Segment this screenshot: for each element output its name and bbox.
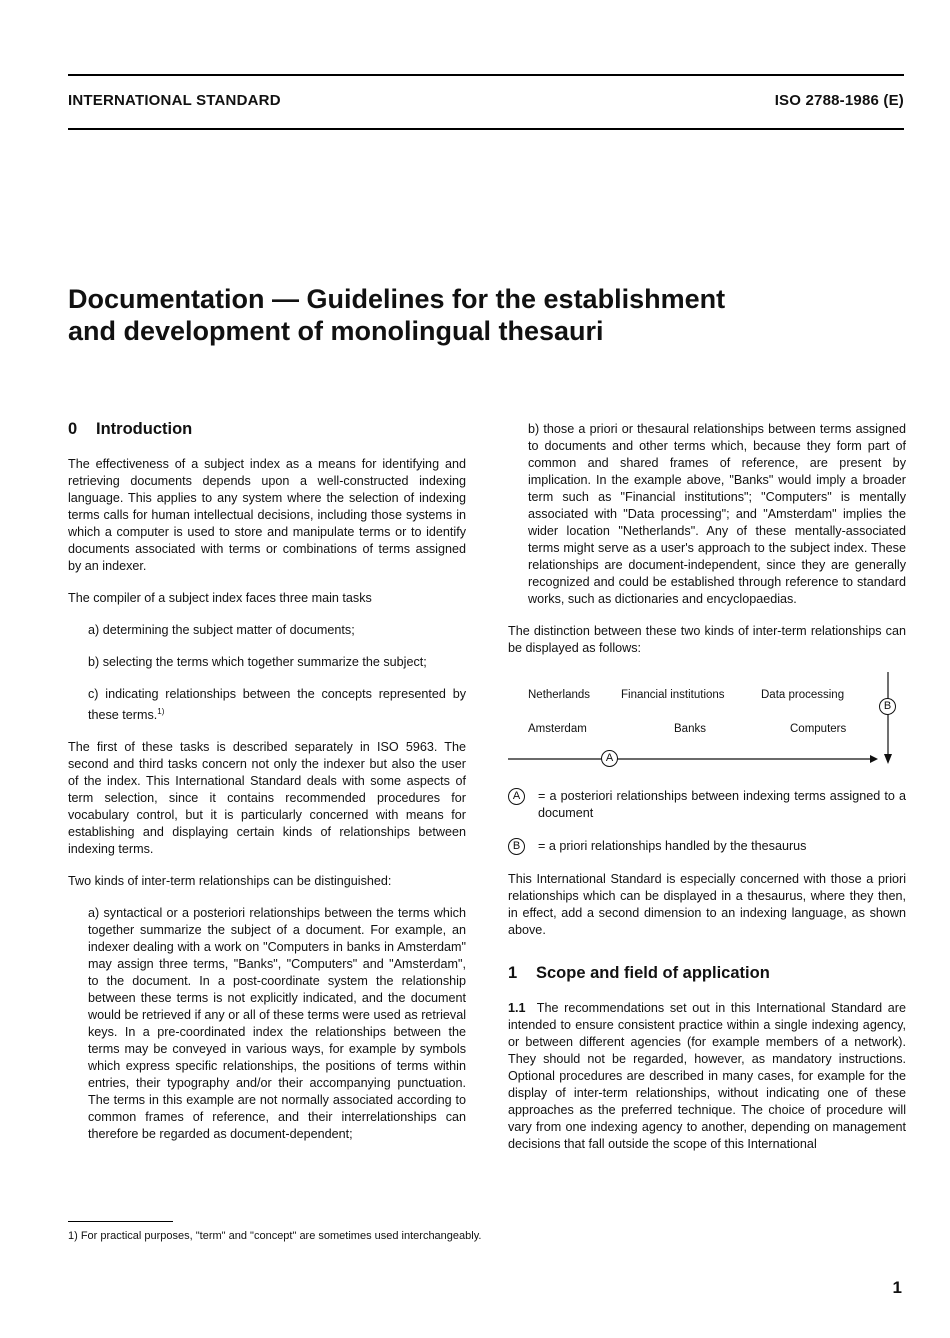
legend-a [508,788,906,822]
scope-heading [508,965,906,982]
title-line-1: Documentation — Guidelines for the establishment [68,284,726,314]
term-netherlands: Netherlands [528,689,591,701]
section-number: 0 [68,420,78,438]
introduction-heading [68,421,466,438]
footnote-rule [68,1221,173,1222]
task-a: a) determining the subject matter of documents; [88,623,355,637]
document-title [68,283,908,347]
header-standard-type: INTERNATIONAL STANDARD [68,92,281,109]
scope-section-title: Scope and field of application [536,964,770,982]
relationship-a: a) syntactical or a posteriori relationships between the terms which together summarize the subject of a document. For example, an indexer dealing with a work on "Computers in banks in Amsterdam" may assign three terms, "Banks", "Computers" and "Amsterdam", to the document. In a post-coordinate system the relationship between these terms is not explicitly indicated, and the document would be retrieved if any or all of these terms were used as retrieval keys. In a pre-coordinated index the relationships between the terms may be conveyed in various ways, for example by symbols which express specific relationships, the positions of terms within entries, their typography and/or their accompanying punctuation. The terms in this example are not normally associated according to common frames of reference, and their interrelationships can therefore be regarded as document-dependent; [88,906,466,1142]
page-number: 1 [892,1278,902,1297]
intro-paragraph-3: The first of these tasks is described separately in ISO 5963. The second and third tasks concern not only the indexer but also the user of the index. This International Standard deals with some aspects of term selection, since it contains recommended procedures for vocabulary control, but it is particularly concerned with means for establishing and displaying certain kinds of relationships between indexing terms. [68,740,466,857]
term-banks: Banks [674,723,706,735]
vertical-arrowhead [884,754,892,764]
legend-b-symbol: B [508,838,525,855]
task-c [68,686,466,724]
task-b: b) selecting the terms which together summarize the subject; [88,655,427,669]
scope-section-number: 1 [508,964,518,982]
clause-1-1-text: The recommendations set out in this International Standard are intended to ensure consistent practice within a single indexing agency, or between different agencies (for example members of a network). They should not be regarded, however, as mandatory instructions. Optional procedures are described in many cases, for example for the display of inter-term relationships, without indicating one of these approaches as the preferred technique. The choice of procedure will vary from one indexing agency to another, depending on management decisions that fall outside the scope of this International [508,1001,906,1151]
distinction-paragraph: The distinction between these two kinds of inter-term relationships can be displayed as follows: [508,624,906,655]
relationship-b: b) those a priori or thesaural relationships between terms assigned to documents and other terms which, because they form part of common and shared frames of reference, are present by implication. In the example above, "Banks" would imply a broader term such as "Financial institutions"; "Computers" is mentally associated with "Data processing"; and "Amsterdam" implies the wider location "Netherlands". Any of these mentally-associated terms might serve as a user's approach to the subject index. These relationships are document-independent, since they are generally recognized and could be established through reference to standard works, such as dictionaries and encyclopaedias. [528,422,906,606]
clause-number: 1.1 [508,1001,526,1015]
axis-label-a: A [601,750,618,767]
legend-b-text: = a priori relationships handled by the thesaurus [538,839,807,853]
intro-paragraph-1: The effectiveness of a subject index as a means for identifying and retrieving documents depends upon a well-constructed indexing language. This applies to any system where the selection of indexing terms calls for human intellectual decisions, including those systems in which a computer is used to store and manipulate terms or to identify documents associated with terms or combinations of terms assigned by an indexer. [68,457,466,573]
legend-a-text: = a posteriori relationships between indexing terms assigned to a document [538,789,906,820]
title-line-2: and development of monolingual thesauri [68,316,604,346]
header-standard-number: ISO 2788-1986 (E) [774,92,904,109]
header-rule [68,128,904,130]
section-title: Introduction [96,420,193,438]
left-column [68,421,466,1158]
legend-b [508,838,906,855]
horizontal-arrowhead [870,755,878,763]
task-c-text: c) indicating relationships between the concepts represented by these terms. [88,687,466,723]
footnote: 1) For practical purposes, "term" and "concept" are sometimes used interchangeably. [68,1230,482,1242]
footnote-ref[interactable]: 1) [157,707,165,716]
right-column [508,421,906,1168]
intro-paragraph-4: Two kinds of inter-term relationships can be distinguished: [68,874,392,889]
term-data-processing: Data processing [761,689,845,701]
legend-a-symbol: A [508,788,525,805]
intro-paragraph-2: The compiler of a subject index faces three main tasks [68,591,372,605]
term-computers: Computers [790,723,847,735]
diagram-arrows [508,672,906,774]
scope-intro-paragraph: This International Standard is especially concerned with those a priori relationships which can be displayed in a thesaurus, where they then, in effect, add a second dimension to an indexing language, as shown above. [508,872,906,937]
top-rule [68,74,904,76]
term-amsterdam: Amsterdam [528,723,587,735]
axis-label-b: B [879,698,896,715]
clause-1-1 [508,1000,906,1153]
term-financial-institutions: Financial institutions [621,689,725,701]
relationship-diagram [508,672,906,774]
